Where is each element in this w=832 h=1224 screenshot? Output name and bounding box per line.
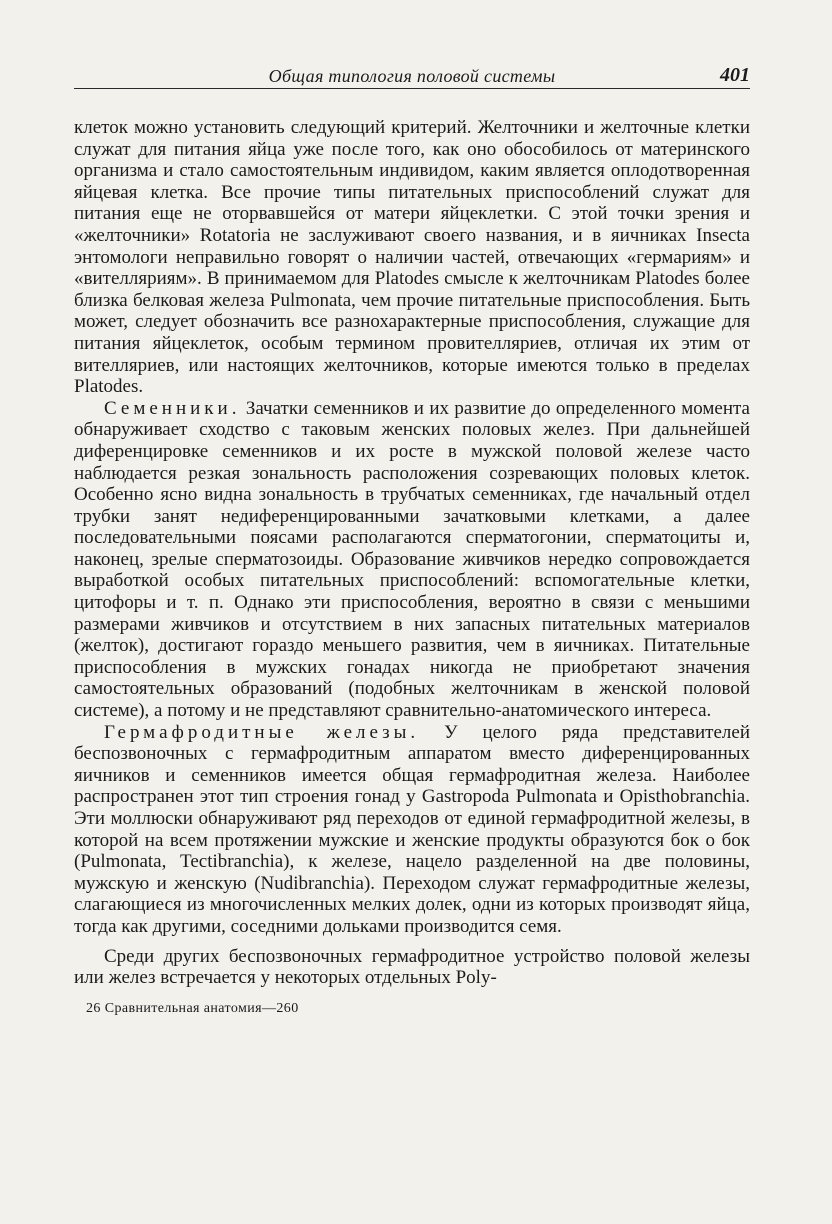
paragraph-testes [74,398,750,722]
paragraph-text: У целого ряда представителей беспозвоночных с гермафродитным аппаратом вместо диференцированных яичников и семенников имеется общая гермафродитная железа. Наиболее распространен этот тип строения гонад у Gastropoda Pulmonata и Opisthobranchia. Эти моллюски обнаруживают ряд переходов от единой гермафродитной железы, в которой на всем протяжении мужские и женские продукты образуются бок о бок (Pulmonata, Tectibranchia), к железе, нацело разделенной на две половины, мужскую и женскую (Nudibranchia). Переходом служат гермафродитные железы, слагающиеся из многочисленных мелких долек, одни из которых производят яйца, тогда как другими, соседними дольками производится семя. [74,721,750,937]
page-number: 401 [720,64,750,86]
paragraph-other-invertebrates [74,946,750,989]
paragraph-hermaphrodite-glands [74,722,750,938]
paragraph-text: Зачатки семенников и их развитие до определенного момента обнаруживает сходство с таковым женских половых желез. При дальнейшей диференцировке семенников и их росте в мужской половой железе часто наблюдается резкая зональность расположения созревающих половых клеток. Особенно ясно видна зональность в трубчатых семенниках, где начальный отдел трубки занят недиференцированными зачатковыми клетками, а далее последовательными поясами располагаются сперматогонии, сперматоциты и, наконец, зрелые сперматозоиды. Образование живчиков нередко сопровождается выработкой особых питательных приспособлений: вспомогательные клетки, цитофоры и т. п. Однако эти приспособления, вероятно в связи с меньшими размерами живчиков и отсутствием в них запасных питательных материалов (желток), достигают гораздо меньшего развития, чем в яичниках. Питательные приспособления в мужских гонадах никогда не приобретают значения самостоятельных образований (подобных желточникам в женской половой системе), а потому и не представляют сравнительно-анатомического интереса. [74,397,750,722]
body-text [74,117,750,989]
book-page [74,60,750,1017]
paragraph-text: Среди других беспозвоночных гермафродитное устройство половой железы или желез встречается у некоторых отдельных Poly- [74,945,750,989]
page-header [74,60,750,89]
printer-signature: 26 Сравнительная анатомия—260 [86,1000,299,1016]
paragraph-text: клеток можно установить следующий критерий. Желточники и желточные клетки служат для питания яйца уже после того, как оно обособилось от материнского организма и стало самостоятельным индивидом, каким является оплодотворенная яйцевая клетка. Все прочие типы питательных приспособлений служат для питания еще не оторвавшейся от матери яйцеклетки. С этой точки зрения и «желточники» Rotatoria не заслуживают своего названия, и в яичниках Insecta энтомологи неправильно говорят о наличии частей, отвечающих «гермариям» и «вителляриям». В принимаемом для Platodes смысле к желточникам Platodes более близка белковая железа Pulmonata, чем прочие питательные приспособления. Быть может, следует обозначить все разнохарактерные приспособления, служащие для питания яйцеклеток, особым термином провителляриев, отличая их этим от вителляриев, или настоящих желточников, которые имеются только в пределах Platodes. [74,117,750,398]
section-heading-testes: Семенники. [104,397,241,419]
running-title: Общая типология половой системы [268,66,556,86]
paragraph-continuation [74,117,750,398]
section-heading-hermaphrodite-glands: Гермафродитные железы. [104,721,420,743]
